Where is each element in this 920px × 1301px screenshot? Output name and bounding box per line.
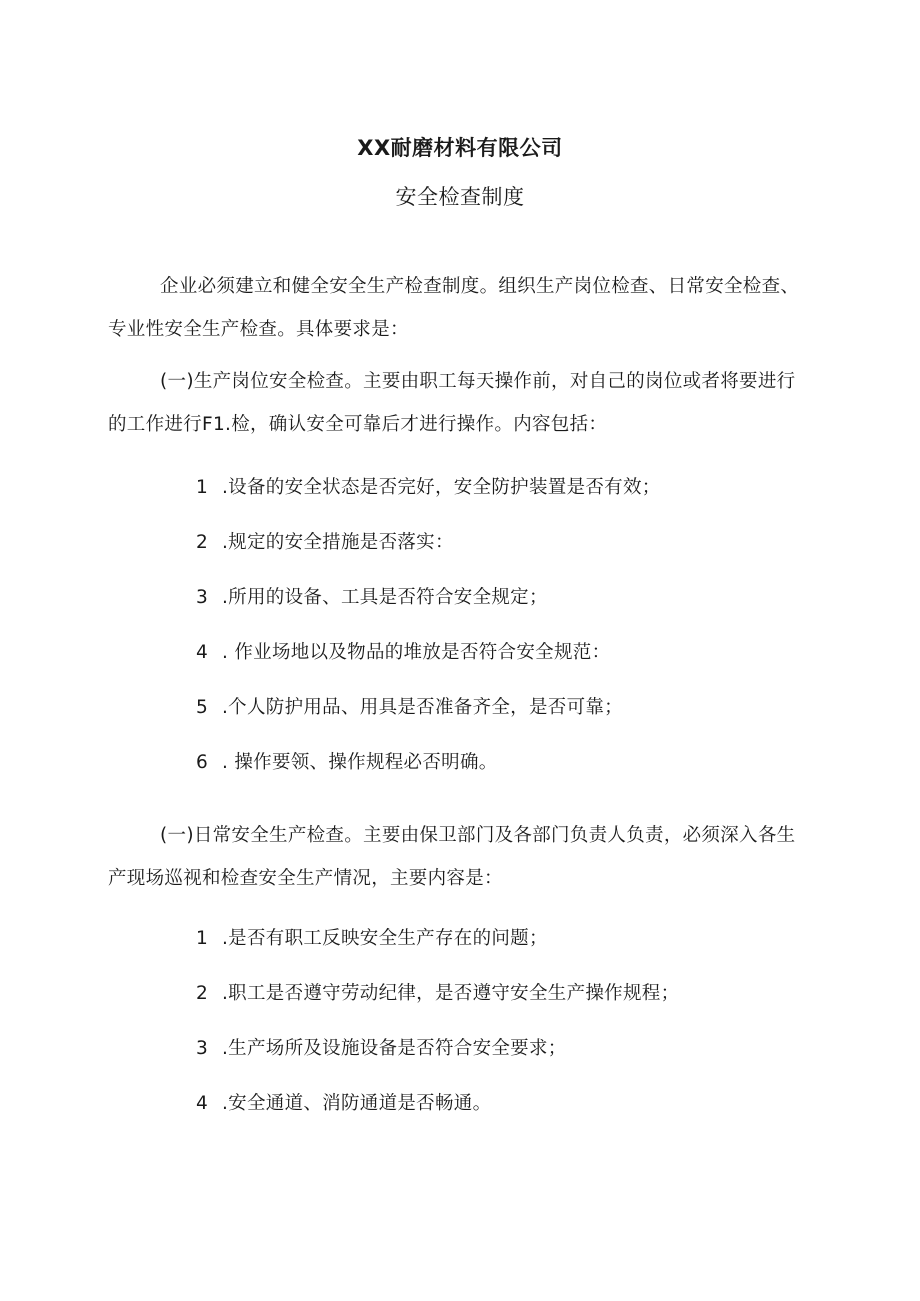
item-number: 2 — [196, 983, 209, 1004]
item-number: 4 — [196, 1093, 209, 1114]
section2-item — [196, 980, 679, 1008]
item-number: 5 — [196, 697, 209, 718]
section1-item — [196, 749, 498, 777]
company-title: XX耐磨材料有限公司 — [357, 136, 563, 160]
section1-paragraph: (一)生产岗位安全检查。主要由职工每天操作前，对自己的岗位或者将要进行的工作进行F1.检，确认安全可靠后才进行操作。内容包括： — [108, 371, 796, 435]
item-text: .职工是否遵守劳动纪律，是否遵守安全生产操作规程； — [222, 983, 680, 1004]
section1-item — [196, 639, 610, 667]
item-text: .生产场所及设施设备是否符合安全要求； — [222, 1038, 567, 1059]
item-text: .安全通道、消防通道是否畅通。 — [222, 1093, 492, 1114]
section2-item — [196, 1090, 491, 1118]
section1-item — [196, 694, 623, 722]
item-text: .设备的安全状态是否完好，安全防护装置是否有效； — [222, 477, 661, 498]
item-number: 4 — [196, 642, 209, 663]
item-number: 1 — [196, 477, 209, 498]
item-text: .是否有职工反映安全生产存在的问题； — [222, 928, 548, 949]
section1-item — [196, 584, 548, 612]
item-text: . 操作要领、操作规程必否明确。 — [222, 752, 498, 773]
section1-item — [196, 474, 661, 502]
item-text: .所用的设备、工具是否符合安全规定； — [222, 587, 548, 608]
item-number: 2 — [196, 532, 209, 553]
document-title: 安全检查制度 — [395, 185, 525, 209]
item-text: . 作业场地以及物品的堆放是否符合安全规范： — [222, 642, 611, 663]
item-number: 3 — [196, 1038, 209, 1059]
intro-paragraph: 企业必须建立和健全安全生产检查制度。组织生产岗位检查、日常安全检查、专业性安全生产检查。具体要求是： — [108, 276, 800, 340]
section2-item — [196, 1035, 567, 1063]
section2-paragraph: (一)日常安全生产检查。主要由保卫部门及各部门负责人负责，必须深入各生产现场巡视和检查安全生产情况，主要内容是： — [108, 825, 796, 889]
item-text: .个人防护用品、用具是否准备齐全，是否可靠； — [222, 697, 623, 718]
item-number: 6 — [196, 752, 209, 773]
item-text: .规定的安全措施是否落实： — [222, 532, 454, 553]
item-number: 1 — [196, 928, 209, 949]
section2-item — [196, 925, 548, 953]
section1-item — [196, 529, 454, 557]
item-number: 3 — [196, 587, 209, 608]
